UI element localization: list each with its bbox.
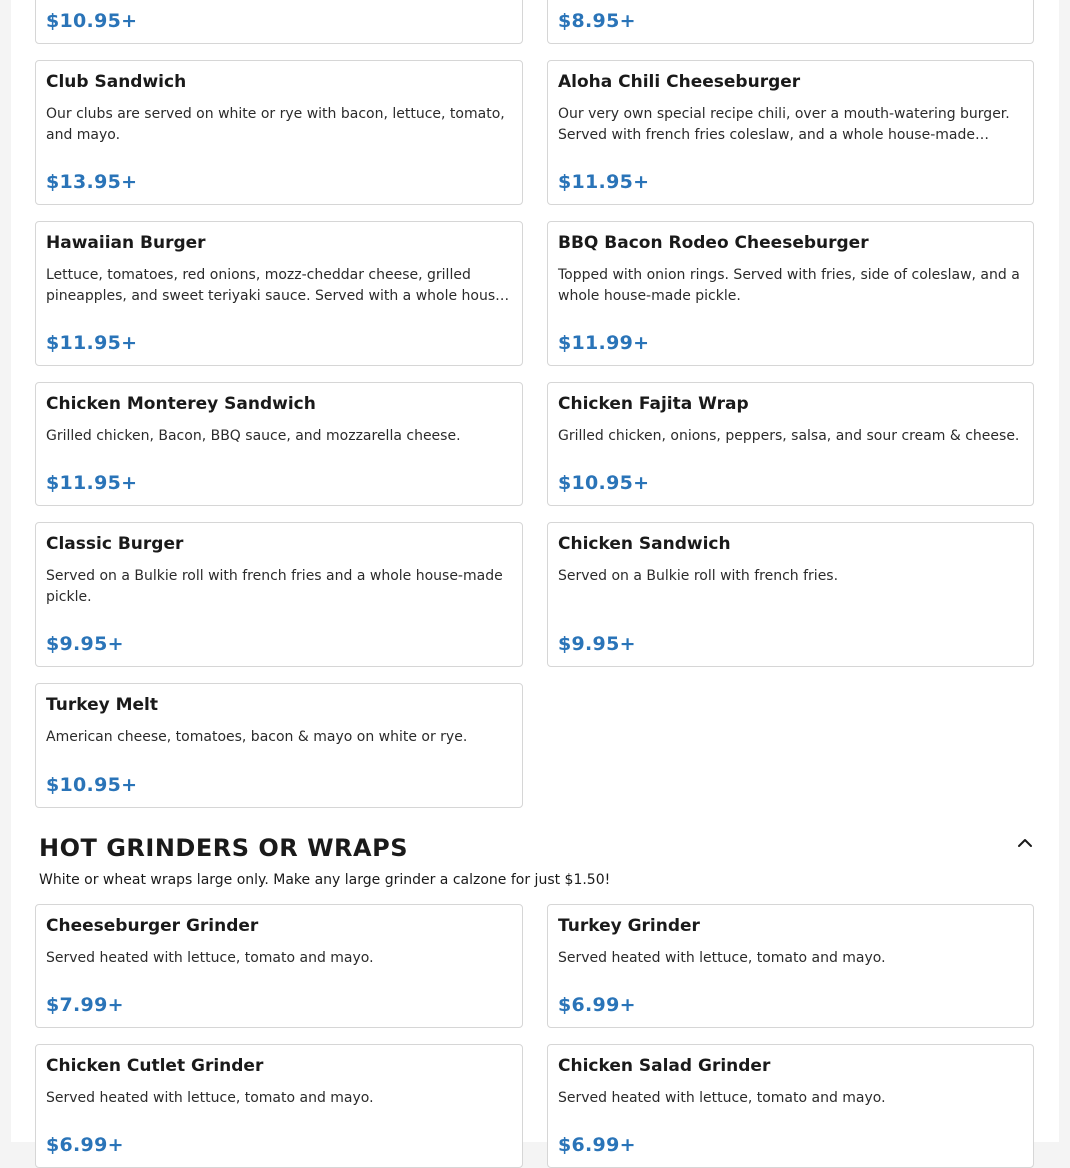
chevron-up-icon <box>1017 838 1033 848</box>
item-description: Served heated with lettuce, tomato and mayo. <box>46 950 374 966</box>
menu-item-card[interactable] <box>547 382 1034 506</box>
item-price: $13.95+ <box>46 171 138 193</box>
item-title: BBQ Bacon Rodeo Cheeseburger <box>558 233 869 253</box>
item-price: $10.95+ <box>46 774 138 796</box>
menu-item-card[interactable] <box>35 904 523 1028</box>
menu-item-card[interactable] <box>35 1044 523 1168</box>
item-title: Chicken Sandwich <box>558 534 731 554</box>
item-title: Chicken Monterey Sandwich <box>46 394 316 414</box>
item-description: Grilled chicken, onions, peppers, salsa, and sour cream & cheese. <box>558 428 1020 444</box>
menu-item-card[interactable] <box>547 1044 1034 1168</box>
menu-item-card[interactable] <box>35 221 523 366</box>
item-description: Lettuce, tomatoes, red onions, mozz-cheddar cheese, grilled pineapples, and sweet teriyaki sauce. Served with a whole hous… <box>46 267 510 304</box>
item-description: Our clubs are served on white or rye with bacon, lettuce, tomato, and mayo. <box>46 106 505 143</box>
item-price: $10.95+ <box>558 472 650 494</box>
item-description: American cheese, tomatoes, bacon & mayo on white or rye. <box>46 729 468 745</box>
item-title: Aloha Chili Cheeseburger <box>558 72 801 92</box>
item-title: Chicken Fajita Wrap <box>558 394 749 414</box>
item-description: Served on a Bulkie roll with french fries. <box>558 568 839 584</box>
item-price: $6.99+ <box>46 1134 124 1156</box>
menu-item-card[interactable] <box>35 522 523 667</box>
menu-item-card[interactable] <box>35 0 523 44</box>
item-price: $6.99+ <box>558 994 636 1016</box>
item-price: $9.95+ <box>558 633 636 655</box>
menu-page <box>11 0 1059 1156</box>
section-collapse-button[interactable] <box>1014 832 1036 854</box>
item-title: Club Sandwich <box>46 72 187 92</box>
menu-item-card[interactable] <box>35 683 523 808</box>
menu-item-card[interactable] <box>35 60 523 205</box>
item-price: $11.99+ <box>558 332 650 354</box>
menu-item-card[interactable] <box>547 221 1034 366</box>
item-description: Grilled chicken, Bacon, BBQ sauce, and mozzarella cheese. <box>46 428 461 444</box>
item-price: $7.99+ <box>46 994 124 1016</box>
item-title: Classic Burger <box>46 534 184 554</box>
menu-item-card[interactable] <box>547 904 1034 1028</box>
menu-item-card[interactable] <box>35 382 523 506</box>
item-description: Served heated with lettuce, tomato and mayo. <box>558 950 886 966</box>
item-title: Chicken Cutlet Grinder <box>46 1056 264 1076</box>
menu-item-card[interactable] <box>547 60 1034 205</box>
item-price: $9.95+ <box>46 633 124 655</box>
item-price: $11.95+ <box>46 332 138 354</box>
item-price: $6.99+ <box>558 1134 636 1156</box>
item-price: $8.95+ <box>558 10 636 32</box>
menu-item-card[interactable] <box>547 522 1034 667</box>
item-title: Chicken Salad Grinder <box>558 1056 771 1076</box>
item-title: Hawaiian Burger <box>46 233 206 253</box>
item-title: Turkey Grinder <box>558 916 700 936</box>
item-description: Served heated with lettuce, tomato and mayo. <box>46 1090 374 1106</box>
item-title: Cheeseburger Grinder <box>46 916 259 936</box>
item-price: $11.95+ <box>46 472 138 494</box>
item-description: Our very own special recipe chili, over a mouth-watering burger. Served with french fries coleslaw, and a whole house-made… <box>558 106 1010 143</box>
menu-item-card[interactable] <box>547 0 1034 44</box>
item-price: $11.95+ <box>558 171 650 193</box>
item-description: Served on a Bulkie roll with french fries and a whole house-made pickle. <box>46 568 503 605</box>
section-title: HOT GRINDERS OR WRAPS <box>39 834 408 862</box>
item-description: Served heated with lettuce, tomato and mayo. <box>558 1090 886 1106</box>
item-description: Topped with onion rings. Served with fries, side of coleslaw, and a whole house-made pickle. <box>558 267 1020 304</box>
section-subtitle: White or wheat wraps large only. Make any large grinder a calzone for just $1.50! <box>39 872 611 888</box>
item-price: $10.95+ <box>46 10 138 32</box>
item-title: Turkey Melt <box>46 695 158 715</box>
